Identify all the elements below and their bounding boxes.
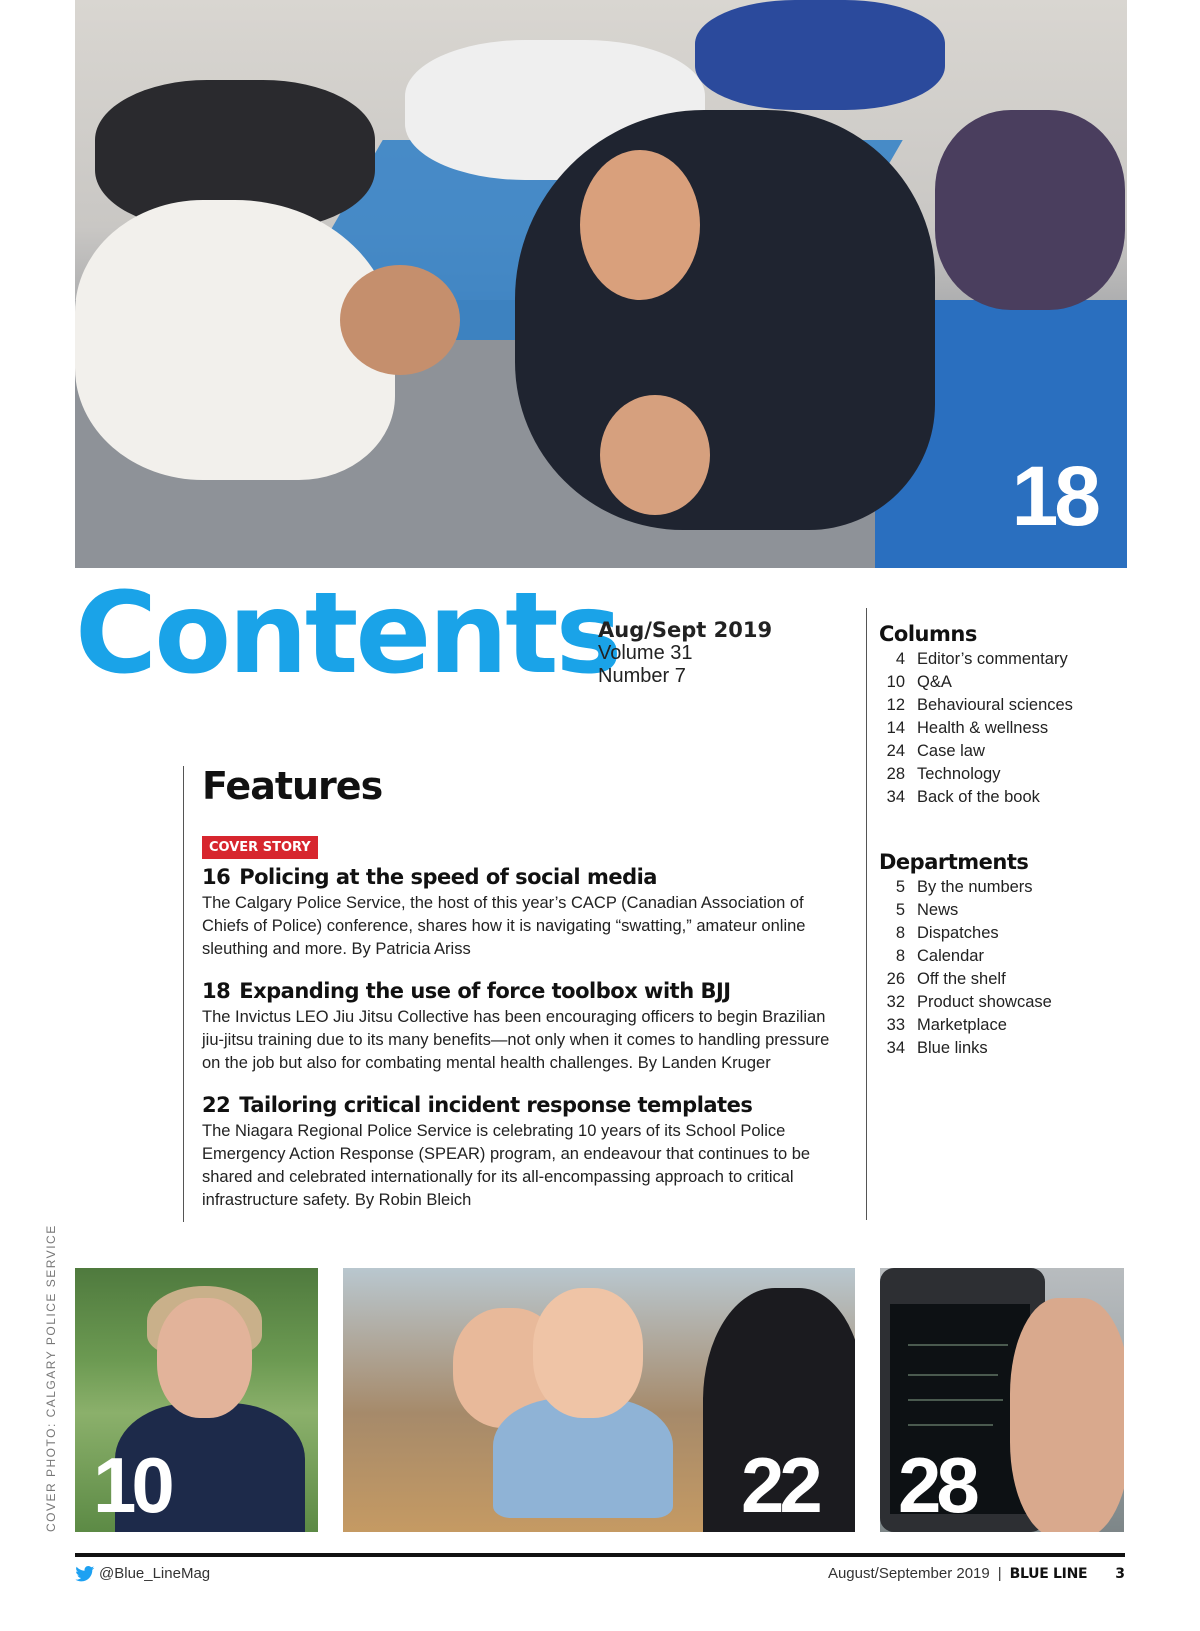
footer-page-number: 3	[1115, 1565, 1125, 1582]
photo-thumbnail[interactable]	[75, 1268, 318, 1532]
feature-title[interactable]	[202, 1093, 842, 1117]
feature-title-text: Tailoring critical incident response templates	[239, 1093, 753, 1117]
list-item[interactable]	[879, 968, 1139, 991]
feature-description: The Invictus LEO Jiu Jitsu Collective has been encouraging officers to begin Brazilian jiu-jitsu training due to its many benefits—not only when it comes to handling pressure on the job but also for combating mental health challenges. By Landen Kruger	[202, 1008, 830, 1072]
list-item-label: Q&A	[917, 673, 952, 691]
list-item-page: 28	[886, 765, 905, 783]
list-item-label: Marketplace	[917, 1016, 1007, 1034]
photo-figure	[600, 395, 710, 515]
divider	[866, 608, 867, 1220]
photo-figure	[1010, 1298, 1124, 1532]
list-item-page: 33	[886, 1016, 905, 1034]
list-item[interactable]	[879, 786, 1139, 809]
feature-title[interactable]	[202, 979, 842, 1003]
feature-description: The Niagara Regional Police Service is celebrating 10 years of its School Police Emergency Action Response (SPEAR) program, an endeavour that continues to be shared and celebrated internationally for its all-encompassing approach to critical infrastructure safety. By Robin Bleich	[202, 1122, 811, 1209]
list-item-label: Blue links	[917, 1039, 988, 1057]
list-item-page: 32	[886, 993, 905, 1011]
photo-credit: COVER PHOTO: CALGARY POLICE SERVICE	[44, 1224, 58, 1532]
list-item-page: 34	[886, 1039, 905, 1057]
list-item[interactable]	[879, 1037, 1139, 1060]
photo-figure	[935, 110, 1125, 310]
list-item[interactable]	[879, 945, 1139, 968]
list-item-label: By the numbers	[917, 878, 1033, 896]
photo-figure	[695, 0, 945, 110]
issue-date: Aug/Sept 2019	[598, 618, 773, 642]
feature-item[interactable]	[202, 1093, 842, 1212]
feature-item[interactable]	[202, 865, 842, 961]
footer-info	[828, 1565, 1125, 1582]
issue-info	[598, 619, 772, 688]
list-item-page: 34	[886, 788, 905, 806]
feature-item[interactable]	[202, 979, 842, 1075]
footer-separator: |	[997, 1565, 1002, 1582]
feature-description: The Calgary Police Service, the host of this year’s CACP (Canadian Association of Chiefs of Police) conference, shares how it is navigating “swatting,” amateur online sleuthing and more. By Patricia Ariss	[202, 894, 806, 958]
list-item-page: 4	[895, 650, 905, 668]
list-item[interactable]	[879, 763, 1139, 786]
list-item[interactable]	[879, 671, 1139, 694]
list-item-label: Behavioural sciences	[917, 696, 1073, 714]
list-item-label: Back of the book	[917, 788, 1040, 806]
feature-page-number: 18	[202, 979, 231, 1003]
list-item[interactable]	[879, 922, 1139, 945]
list-item-page: 26	[886, 970, 905, 988]
list-item-label: Case law	[917, 742, 985, 760]
footer-brand: BLUE LINE	[1009, 1565, 1088, 1582]
feature-title-text: Policing at the speed of social media	[239, 865, 657, 889]
photo-figure	[908, 1399, 1003, 1401]
features-heading: Features	[202, 764, 383, 808]
list-item-label: Technology	[917, 765, 1001, 783]
twitter-bird-icon	[75, 1566, 95, 1582]
feature-page-number: 22	[202, 1093, 231, 1117]
photo-thumbnail[interactable]	[343, 1268, 855, 1532]
list-item-page: 10	[886, 673, 905, 691]
columns-heading: Columns	[879, 622, 977, 646]
departments-heading: Departments	[879, 850, 1029, 874]
list-item[interactable]	[879, 991, 1139, 1014]
columns-section	[879, 622, 1139, 809]
list-item-label: Calendar	[917, 947, 984, 965]
list-item[interactable]	[879, 694, 1139, 717]
list-item-page: 12	[886, 696, 905, 714]
features-section	[202, 764, 842, 1230]
list-item-page: 24	[886, 742, 905, 760]
list-item[interactable]	[879, 899, 1139, 922]
list-item-label: Dispatches	[917, 924, 999, 942]
issue-number: Number 7	[598, 665, 686, 687]
photo-figure	[908, 1424, 993, 1426]
list-item[interactable]	[879, 648, 1139, 671]
photo-page-number: 10	[93, 1441, 170, 1529]
footer-social[interactable]	[75, 1565, 210, 1582]
hero-photo	[75, 0, 1127, 568]
photo-page-number: 28	[898, 1441, 975, 1529]
photo-figure	[580, 150, 700, 300]
divider	[183, 766, 184, 1222]
feature-title[interactable]	[202, 865, 842, 889]
cover-story-badge: COVER STORY	[202, 836, 318, 859]
photo-figure	[533, 1288, 643, 1418]
list-item-page: 8	[895, 947, 905, 965]
photo-thumbnail[interactable]	[880, 1268, 1124, 1532]
photo-page-number: 22	[741, 1441, 818, 1529]
feature-page-number: 16	[202, 865, 231, 889]
photo-figure	[157, 1298, 252, 1418]
twitter-handle: @Blue_LineMag	[99, 1565, 211, 1582]
footer-rule	[75, 1553, 1125, 1557]
footer-issue: August/September 2019	[827, 1565, 990, 1582]
list-item-page: 14	[886, 719, 905, 737]
departments-section	[879, 850, 1139, 1060]
page-title: Contents	[75, 569, 620, 699]
list-item[interactable]	[879, 740, 1139, 763]
photo-figure	[515, 110, 935, 530]
list-item[interactable]	[879, 876, 1139, 899]
list-item-label: News	[917, 901, 959, 919]
list-item-label: Product showcase	[917, 993, 1052, 1011]
issue-volume: Volume 31	[598, 642, 693, 664]
list-item-label: Editor’s commentary	[917, 650, 1068, 668]
photo-figure	[340, 265, 460, 375]
list-item-page: 8	[895, 924, 905, 942]
list-item[interactable]	[879, 1014, 1139, 1037]
list-item-page: 5	[895, 878, 905, 896]
photo-figure	[908, 1374, 998, 1376]
photo-figure	[908, 1344, 1008, 1346]
list-item-label: Health & wellness	[917, 719, 1049, 737]
list-item-page: 5	[895, 901, 905, 919]
feature-title-text: Expanding the use of force toolbox with BJJ	[239, 979, 731, 1003]
hero-page-number[interactable]: 18	[1011, 449, 1097, 543]
list-item-label: Off the shelf	[917, 970, 1006, 988]
list-item[interactable]	[879, 717, 1139, 740]
